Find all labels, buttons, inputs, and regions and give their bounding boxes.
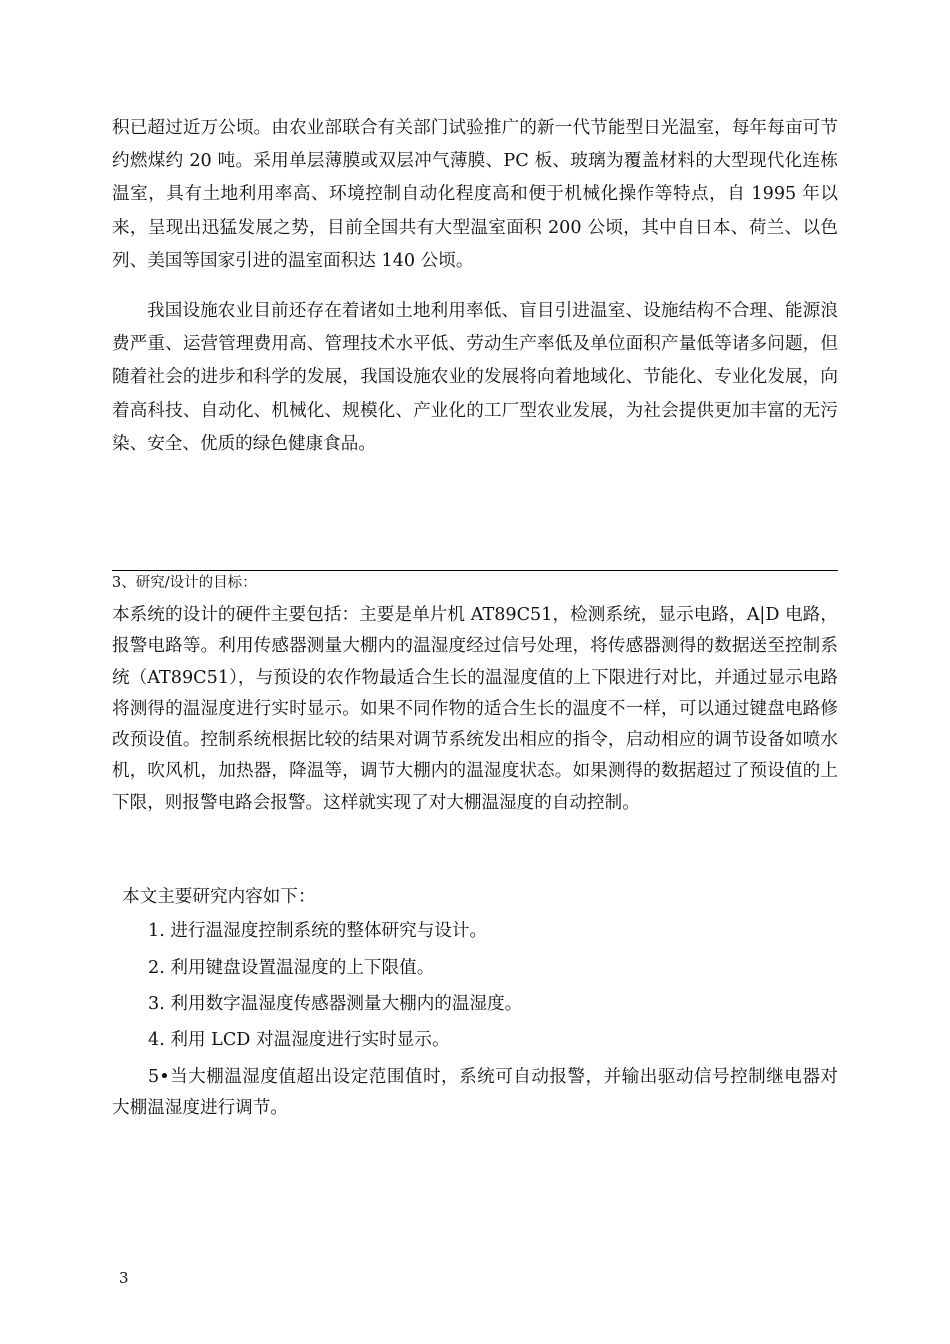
list-item: 1. 进行温湿度控制系统的整体研究与设计。 [148, 921, 488, 941]
intro-paragraph: 积已超过近万公顷。由农业部联合有关部门试验推广的新一代节能型日光温室，每年每亩可节约燃煤约 20 吨。采用单层薄膜或双层冲气薄膜、PC 板、玻璃为覆盖材料的大型现代化连栋温室，具有土地利用率高、环境控制自动化程度高和便于机械化操作等特点，自 1995 年以来，呈现出迅猛发展之势，目前全国共有大型温室面积 200 公顷，其中自日本、荷兰、以色列、美国等国家引进的温室面积达 140 公顷。 [112, 118, 838, 271]
status-paragraph: 我国设施农业目前还存在着诸如土地利用率低、盲目引进温室、设施结构不合理、能源浪费严重、运营管理费用高、管理技术水平低、劳动生产率低及单位面积产量低等诸多问题，但随着社会的进步和科学的发展，我国设施农业的发展将向着地域化、节能化、专业化发展，向着高科技、自动化、机械化、规模化、产业化的工厂型农业发展，为社会提供更加丰富的无污染、安全、优质的绿色健康食品。 [112, 301, 838, 454]
list-item: 4. 利用 LCD 对温湿度进行实时显示。 [148, 1030, 450, 1050]
section-heading: 3、研究/设计的目标： [112, 575, 257, 591]
list-item: 2. 利用键盘设置温湿度的上下限值。 [148, 958, 435, 978]
section-body-paragraph: 本系统的设计的硬件主要包括：主要是单片机 AT89C51，检测系统，显示电路，A|D 电路，报警电路等。利用传感器测量大棚内的温湿度经过信号处理，将传感器测得的数据送至控制系统（AT89C51），与预设的农作物最适合生长的温湿度值的上下限进行对比，并通过显示电路将测得的温湿度进行实时显示。如果不同作物的适合生长的温度不一样，可以通过键盘电路修改预设值。控制系统根据比较的结果对调节系统发出相应的指令，启动相应的调节设备如喷水机，吹风机，加热器，降温等，调节大棚内的温湿度状态。如果测得的数据超过了预设值的上下限，则报警电路会报警。这样就实现了对大棚温湿度的自动控制。 [112, 605, 838, 813]
list-item: 5•当大棚温湿度值超出设定范围值时，系统可自动报警，并输出驱动信号控制继电器对大棚温湿度进行调节。 [112, 1067, 838, 1119]
page-number: 3 [119, 1269, 129, 1287]
list-item: 3. 利用数字温湿度传感器测量大棚内的温湿度。 [148, 994, 523, 1014]
content-intro: 本文主要研究内容如下： [122, 887, 316, 907]
section-divider [112, 570, 838, 571]
